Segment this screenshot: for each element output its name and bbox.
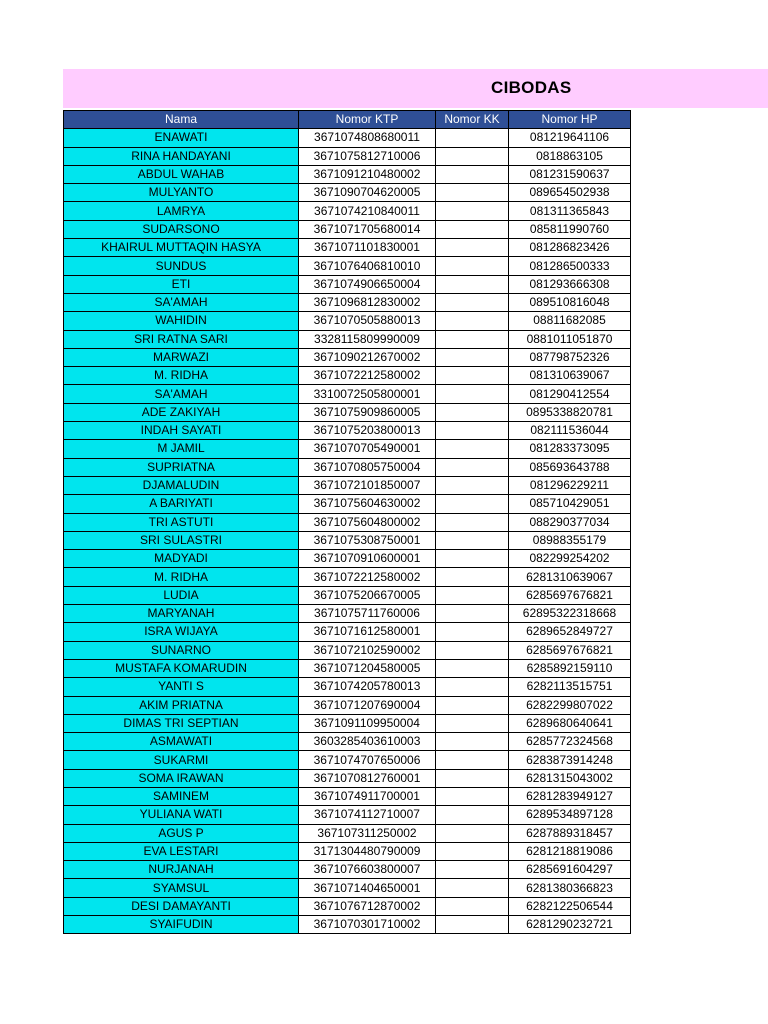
cell-nomor-hp: 081311365843	[509, 202, 631, 220]
cell-nomor-kk	[436, 806, 509, 824]
cell-nomor-hp: 6281380366823	[509, 879, 631, 897]
cell-nama: SRI RATNA SARI	[64, 330, 299, 348]
cell-nomor-hp: 089510816048	[509, 293, 631, 311]
cell-nomor-hp: 0818863105	[509, 147, 631, 165]
column-header-nomor-ktp: Nomor KTP	[299, 111, 436, 129]
cell-nomor-ktp: 3671075711760006	[299, 605, 436, 623]
cell-nomor-kk	[436, 422, 509, 440]
cell-nomor-hp: 088290377034	[509, 513, 631, 531]
cell-nama: M. RIDHA	[64, 367, 299, 385]
cell-nomor-kk	[436, 824, 509, 842]
table-row	[64, 678, 631, 696]
table-row	[64, 129, 631, 147]
cell-nama: SOMA IRAWAN	[64, 769, 299, 787]
table-row	[64, 659, 631, 677]
cell-nomor-kk	[436, 751, 509, 769]
cell-nomor-kk	[436, 586, 509, 604]
table-row	[64, 605, 631, 623]
column-header-nomor-kk: Nomor KK	[436, 111, 509, 129]
cell-nama: M JAMIL	[64, 440, 299, 458]
cell-nama: ADE ZAKIYAH	[64, 403, 299, 421]
cell-nomor-ktp: 3671075308750001	[299, 531, 436, 549]
cell-nomor-kk	[436, 787, 509, 805]
cell-nomor-ktp: 3671091109950004	[299, 714, 436, 732]
cell-nomor-hp: 6285892159110	[509, 659, 631, 677]
table-row	[64, 330, 631, 348]
table-row	[64, 916, 631, 934]
table-row	[64, 476, 631, 494]
cell-nama: ISRA WIJAYA	[64, 623, 299, 641]
cell-nama: WAHIDIN	[64, 312, 299, 330]
table-row	[64, 531, 631, 549]
cell-nomor-kk	[436, 696, 509, 714]
cell-nomor-kk	[436, 202, 509, 220]
cell-nomor-ktp: 3310072505800001	[299, 385, 436, 403]
cell-nomor-ktp: 3671071204580005	[299, 659, 436, 677]
cell-nomor-hp: 6285691604297	[509, 861, 631, 879]
cell-nomor-hp: 6289652849727	[509, 623, 631, 641]
cell-nomor-kk	[436, 147, 509, 165]
cell-nomor-ktp: 3671074205780013	[299, 678, 436, 696]
cell-nomor-kk	[436, 330, 509, 348]
cell-nomor-ktp: 3671090212670002	[299, 348, 436, 366]
cell-nomor-kk	[436, 568, 509, 586]
cell-nomor-kk	[436, 861, 509, 879]
cell-nomor-hp: 6281283949127	[509, 787, 631, 805]
cell-nomor-ktp: 3671072101850007	[299, 476, 436, 494]
table-row	[64, 257, 631, 275]
cell-nomor-kk	[436, 714, 509, 732]
cell-nomor-hp: 62895322318668	[509, 605, 631, 623]
cell-nomor-ktp: 3671072102590002	[299, 641, 436, 659]
table-row	[64, 824, 631, 842]
cell-nomor-kk	[436, 293, 509, 311]
table-row	[64, 312, 631, 330]
table-row	[64, 787, 631, 805]
table-row	[64, 367, 631, 385]
cell-nomor-hp: 6285772324568	[509, 733, 631, 751]
cell-nama: AGUS P	[64, 824, 299, 842]
cell-nomor-ktp: 3671071612580001	[299, 623, 436, 641]
cell-nomor-hp: 6281315043002	[509, 769, 631, 787]
cell-nomor-hp: 6282113515751	[509, 678, 631, 696]
table-row	[64, 293, 631, 311]
cell-nomor-ktp: 3671075203800013	[299, 422, 436, 440]
cell-nama: M. RIDHA	[64, 568, 299, 586]
cell-nomor-hp: 6285697676821	[509, 586, 631, 604]
cell-nama: SYAMSUL	[64, 879, 299, 897]
cell-nama: SUNARNO	[64, 641, 299, 659]
cell-nomor-ktp: 3671071404650001	[299, 879, 436, 897]
cell-nomor-kk	[436, 403, 509, 421]
cell-nomor-kk	[436, 385, 509, 403]
table-row	[64, 275, 631, 293]
cell-nomor-hp: 085811990760	[509, 220, 631, 238]
cell-nama: MADYADI	[64, 550, 299, 568]
table-row	[64, 220, 631, 238]
cell-nomor-ktp: 3671091210480002	[299, 165, 436, 183]
cell-nomor-hp: 085693643788	[509, 458, 631, 476]
cell-nomor-hp: 08988355179	[509, 531, 631, 549]
cell-nomor-hp: 6281218819086	[509, 842, 631, 860]
cell-nomor-ktp: 3671074112710007	[299, 806, 436, 824]
cell-nomor-hp: 081310639067	[509, 367, 631, 385]
cell-nomor-ktp: 3671075206670005	[299, 586, 436, 604]
table-row	[64, 147, 631, 165]
cell-nomor-hp: 081286500333	[509, 257, 631, 275]
cell-nomor-hp: 6282122506544	[509, 897, 631, 915]
cell-nomor-ktp: 3671074210840011	[299, 202, 436, 220]
cell-nomor-ktp: 3328115809990009	[299, 330, 436, 348]
table-row	[64, 586, 631, 604]
cell-nomor-kk	[436, 842, 509, 860]
cell-nomor-kk	[436, 916, 509, 934]
title-band	[63, 69, 768, 108]
cell-nama: YANTI S	[64, 678, 299, 696]
table-row	[64, 202, 631, 220]
cell-nomor-ktp: 3171304480790009	[299, 842, 436, 860]
cell-nama: LAMRYA	[64, 202, 299, 220]
table-row	[64, 751, 631, 769]
cell-nomor-ktp: 3671076603800007	[299, 861, 436, 879]
cell-nomor-hp: 6283873914248	[509, 751, 631, 769]
cell-nomor-ktp: 3671071207690004	[299, 696, 436, 714]
cell-nomor-hp: 087798752326	[509, 348, 631, 366]
cell-nama: SRI SULASTRI	[64, 531, 299, 549]
cell-nomor-hp: 6281290232721	[509, 916, 631, 934]
table-row	[64, 422, 631, 440]
table-row	[64, 513, 631, 531]
cell-nomor-ktp: 3671096812830002	[299, 293, 436, 311]
cell-nomor-ktp: 3671071101830001	[299, 239, 436, 257]
cell-nama: INDAH SAYATI	[64, 422, 299, 440]
cell-nomor-kk	[436, 495, 509, 513]
table-row	[64, 440, 631, 458]
cell-nomor-kk	[436, 367, 509, 385]
cell-nomor-ktp: 3671090704620005	[299, 184, 436, 202]
table-row	[64, 879, 631, 897]
cell-nomor-ktp: 3671070301710002	[299, 916, 436, 934]
cell-nomor-kk	[436, 257, 509, 275]
table-row	[64, 641, 631, 659]
cell-nomor-ktp: 3671075604800002	[299, 513, 436, 531]
cell-nama: DJAMALUDIN	[64, 476, 299, 494]
cell-nomor-kk	[436, 129, 509, 147]
table-row	[64, 897, 631, 915]
header-row	[64, 111, 631, 129]
cell-nomor-hp: 082111536044	[509, 422, 631, 440]
cell-nama: MULYANTO	[64, 184, 299, 202]
cell-nama: AKIM PRIATNA	[64, 696, 299, 714]
cell-nomor-kk	[436, 348, 509, 366]
cell-nama: ENAWATI	[64, 129, 299, 147]
cell-nama: A BARIYATI	[64, 495, 299, 513]
table-row	[64, 550, 631, 568]
cell-nomor-ktp: 3671070910600001	[299, 550, 436, 568]
cell-nomor-hp: 6287889318457	[509, 824, 631, 842]
cell-nama: SAMINEM	[64, 787, 299, 805]
cell-nomor-kk	[436, 440, 509, 458]
cell-nama: ABDUL WAHAB	[64, 165, 299, 183]
table-row	[64, 861, 631, 879]
cell-nomor-ktp: 3671071705680014	[299, 220, 436, 238]
cell-nama: MARWAZI	[64, 348, 299, 366]
table-row	[64, 623, 631, 641]
table-row	[64, 403, 631, 421]
table-row	[64, 714, 631, 732]
cell-nomor-hp: 081296229211	[509, 476, 631, 494]
cell-nama: MUSTAFA KOMARUDIN	[64, 659, 299, 677]
table-row	[64, 696, 631, 714]
cell-nama: TRI ASTUTI	[64, 513, 299, 531]
cell-nomor-ktp: 3671074707650006	[299, 751, 436, 769]
table-row	[64, 458, 631, 476]
cell-nomor-ktp: 3671070705490001	[299, 440, 436, 458]
cell-nomor-ktp: 3671076406810010	[299, 257, 436, 275]
table-row	[64, 769, 631, 787]
cell-nomor-ktp: 367107311250002	[299, 824, 436, 842]
cell-nomor-hp: 6282299807022	[509, 696, 631, 714]
cell-nomor-hp: 081219641106	[509, 129, 631, 147]
cell-nomor-kk	[436, 659, 509, 677]
cell-nomor-hp: 081290412554	[509, 385, 631, 403]
cell-nomor-ktp: 3671074911700001	[299, 787, 436, 805]
cell-nomor-kk	[436, 220, 509, 238]
cell-nama: SA'AMAH	[64, 293, 299, 311]
cell-nomor-ktp: 3671070505880013	[299, 312, 436, 330]
cell-nomor-kk	[436, 550, 509, 568]
cell-nama: SUDARSONO	[64, 220, 299, 238]
cell-nomor-ktp: 3671070805750004	[299, 458, 436, 476]
cell-nomor-kk	[436, 165, 509, 183]
cell-nomor-ktp: 3671072212580002	[299, 568, 436, 586]
cell-nomor-kk	[436, 275, 509, 293]
table-row	[64, 348, 631, 366]
cell-nomor-hp: 08811682085	[509, 312, 631, 330]
cell-nomor-kk	[436, 879, 509, 897]
cell-nomor-hp: 081286823426	[509, 239, 631, 257]
table-row	[64, 495, 631, 513]
cell-nomor-kk	[436, 641, 509, 659]
cell-nama: MARYANAH	[64, 605, 299, 623]
cell-nomor-hp: 081293666308	[509, 275, 631, 293]
cell-nomor-kk	[436, 897, 509, 915]
cell-nama: SA'AMAH	[64, 385, 299, 403]
column-header-nama: Nama	[64, 111, 299, 129]
cell-nomor-ktp: 3671075909860005	[299, 403, 436, 421]
cell-nama: SUPRIATNA	[64, 458, 299, 476]
cell-nama: NURJANAH	[64, 861, 299, 879]
cell-nomor-kk	[436, 605, 509, 623]
cell-nama: SUKARMI	[64, 751, 299, 769]
cell-nomor-kk	[436, 769, 509, 787]
cell-nama: RINA HANDAYANI	[64, 147, 299, 165]
cell-nomor-hp: 081283373095	[509, 440, 631, 458]
cell-nomor-hp: 085710429051	[509, 495, 631, 513]
table-row	[64, 842, 631, 860]
cell-nomor-hp: 0881011051870	[509, 330, 631, 348]
cell-nomor-kk	[436, 531, 509, 549]
cell-nomor-kk	[436, 678, 509, 696]
cell-nomor-kk	[436, 623, 509, 641]
cell-nomor-ktp: 3671074906650004	[299, 275, 436, 293]
cell-nomor-hp: 082299254202	[509, 550, 631, 568]
cell-nomor-ktp: 3671075604630002	[299, 495, 436, 513]
column-header-nomor-hp: Nomor HP	[509, 111, 631, 129]
cell-nama: ETI	[64, 275, 299, 293]
cell-nomor-kk	[436, 184, 509, 202]
cell-nomor-ktp: 3671072212580002	[299, 367, 436, 385]
table-row	[64, 165, 631, 183]
cell-nama: EVA LESTARI	[64, 842, 299, 860]
cell-nomor-ktp: 3671074808680011	[299, 129, 436, 147]
cell-nama: DESI DAMAYANTI	[64, 897, 299, 915]
cell-nomor-ktp: 3671075812710006	[299, 147, 436, 165]
cell-nomor-kk	[436, 312, 509, 330]
table-row	[64, 568, 631, 586]
table-row	[64, 806, 631, 824]
cell-nomor-kk	[436, 733, 509, 751]
sheet-title: CIBODAS	[491, 78, 572, 97]
cell-nomor-hp: 089654502938	[509, 184, 631, 202]
cell-nomor-ktp: 3671070812760001	[299, 769, 436, 787]
cell-nomor-hp: 081231590637	[509, 165, 631, 183]
cell-nama: KHAIRUL MUTTAQIN HASYA	[64, 239, 299, 257]
table-body	[64, 129, 631, 934]
cell-nama: DIMAS TRI SEPTIAN	[64, 714, 299, 732]
table-row	[64, 239, 631, 257]
cell-nomor-hp: 6289534897128	[509, 806, 631, 824]
cell-nomor-hp: 6281310639067	[509, 568, 631, 586]
cell-nomor-hp: 6289680640641	[509, 714, 631, 732]
cell-nomor-kk	[436, 239, 509, 257]
cell-nomor-kk	[436, 513, 509, 531]
cell-nomor-ktp: 3603285403610003	[299, 733, 436, 751]
cell-nomor-kk	[436, 476, 509, 494]
data-table	[63, 110, 631, 934]
cell-nomor-ktp: 3671076712870002	[299, 897, 436, 915]
cell-nama: YULIANA WATI	[64, 806, 299, 824]
table-row	[64, 184, 631, 202]
cell-nama: SUNDUS	[64, 257, 299, 275]
cell-nomor-hp: 6285697676821	[509, 641, 631, 659]
cell-nomor-kk	[436, 458, 509, 476]
cell-nomor-hp: 0895338820781	[509, 403, 631, 421]
table-row	[64, 733, 631, 751]
table-row	[64, 385, 631, 403]
cell-nama: ASMAWATI	[64, 733, 299, 751]
cell-nama: LUDIA	[64, 586, 299, 604]
cell-nama: SYAIFUDIN	[64, 916, 299, 934]
